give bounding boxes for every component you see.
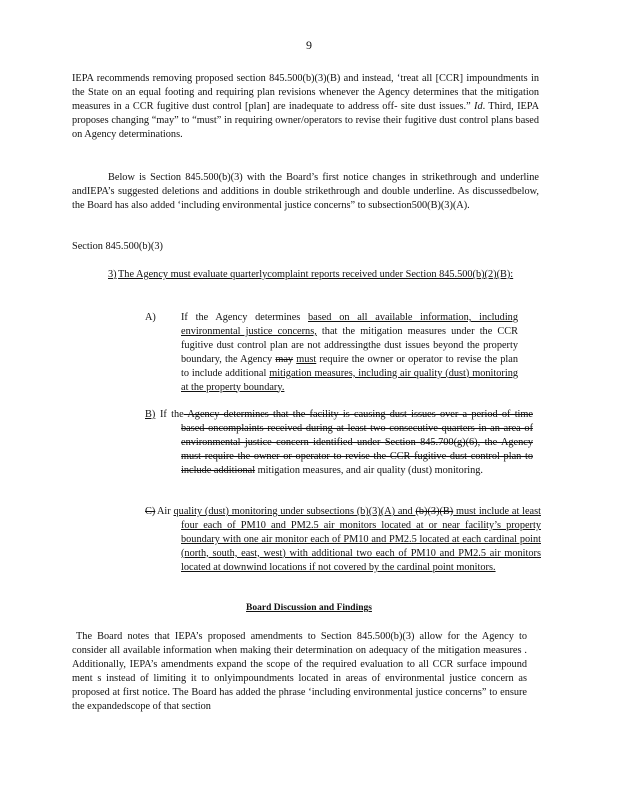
item-c-deleted-ref: (b)(3)(B)	[415, 506, 454, 517]
item-b-deleted-text: Agency determines that the facility is causing dust issues over a period of time based oncomplaints received during at least two consecutive quarters in an area of environmental justice concern identified under Section 845.700(g)(6), the Agency must require the owner or operator to revise the CCR fugitive dust control plan to include additional	[181, 409, 533, 476]
item-c-added-text-2: must include at least four each of PM10 and PM2.5 air monitors located at or near facility’s property boundary with one air monitor each of PM10 and PM2.5 located at each cardinal point (north, south, east, west) with additional two each of PM10 and PM2.5 air monitors located at downwind locations if not covered by the cardinal point monitors.	[181, 506, 541, 573]
description-paragraph: Below is Section 845.500(b)(3) with the Board’s first notice changes in strikethrough and underline andIEPA’s suggested deletions and additions in double strikethrough and double underline. As discussedbelow, the Board has also added ‘including environmental justice concerns” to subsection500(B)(3)(A).	[72, 172, 539, 211]
item-a-added-info: based on all available information, including environmental justice concerns,	[181, 312, 518, 337]
item-b-marker: B)	[145, 409, 156, 420]
item-3-number: 3)	[108, 269, 117, 280]
item-c-paragraph: Air quality (dust) monitoring under subsections (b)(3)(A) and (b)(3)(B) must include at least four each of PM10 and PM2.5 air monitors located at or near facility’s property boundary with one air monitor each of PM10 and PM2.5 located at each cardinal point (north, south, east, west) with additional two each of PM10 and PM2.5 air monitors located at downwind locations if not covered by the cardinal point monitors.	[157, 506, 541, 573]
item-b-paragraph: If the Agency determines that the facility is causing dust issues over a period of time based oncomplaints received during at least two consecutive quarters in an area of environmental justice concern identified under Section 845.700(g)(6), the Agency must require the owner or operator to revise the CCR fugitive dust control plan to include additional mitigation measures, and air quality (dust) monitoring.	[160, 409, 533, 476]
intro-paragraph	[72, 72, 539, 142]
board-findings-paragraph: The Board notes that IEPA’s proposed amendments to Section 845.500(b)(3) allow for the Agency to consider all available information when making their determination on adequacy of the mitigation measures . Additionally, IEPA’s amendments expand the scope of the required evaluation to all CCR surface impound ment s instead of limiting it to onlyimpoundments located in areas of environmental justice concern as proposed at first notice. The Board has added the phrase ‘including environmental justice concerns” to ensure the expandedscope of that section	[72, 631, 527, 712]
section-heading: Board Discussion and Findings	[246, 603, 372, 613]
page-number: 9	[306, 38, 312, 52]
item-a-paragraph: If the Agency determines based on all available information, including environmental justice concerns, that the mitigation measures under the CCR fugitive dust control plan are not addressingthe dust issues beyond the property boundary, the Agency may must require the owner or operator to revise the plan to include additional mitigation measures, including air quality (dust) monitoring at the property boundary.	[181, 312, 519, 393]
item-3-text: The Agency must evaluate quarterlycomplaint reports received under Section 845.500(b)(2)(B):	[118, 269, 514, 280]
intro-text-1: IEPA recommends removing proposed section 845.500(b)(3)(B) and instead, ‘treat all [CCR] impoundments in the State on an equal footing and requiring plan revisions whenever the Agency determines that the mitigation measures in a CCR fugitive dust control [plan] are inadequate to address off- site dust issues.”	[72, 73, 539, 112]
item-c-marker: C)	[145, 506, 156, 517]
item-a-marker: A)	[145, 312, 156, 323]
item-c-added-text-1: quality (dust) monitoring under subsections (b)(3)(A) and	[173, 506, 416, 517]
id-citation: Id	[474, 100, 483, 112]
item-a-added-must: must	[296, 353, 317, 365]
section-label: Section 845.500(b)(3)	[72, 241, 163, 252]
item-a-added-monitoring: mitigation measures, including air quality (dust) monitoring at the property boundary.	[181, 367, 518, 393]
item-a-deleted-may: may	[275, 353, 294, 365]
intro-text-2: . Third, IEPA proposes changing “may” to “must” in requiring owner/operators to revise their fugitive dust control plans based on Agency determinations.	[72, 100, 539, 140]
